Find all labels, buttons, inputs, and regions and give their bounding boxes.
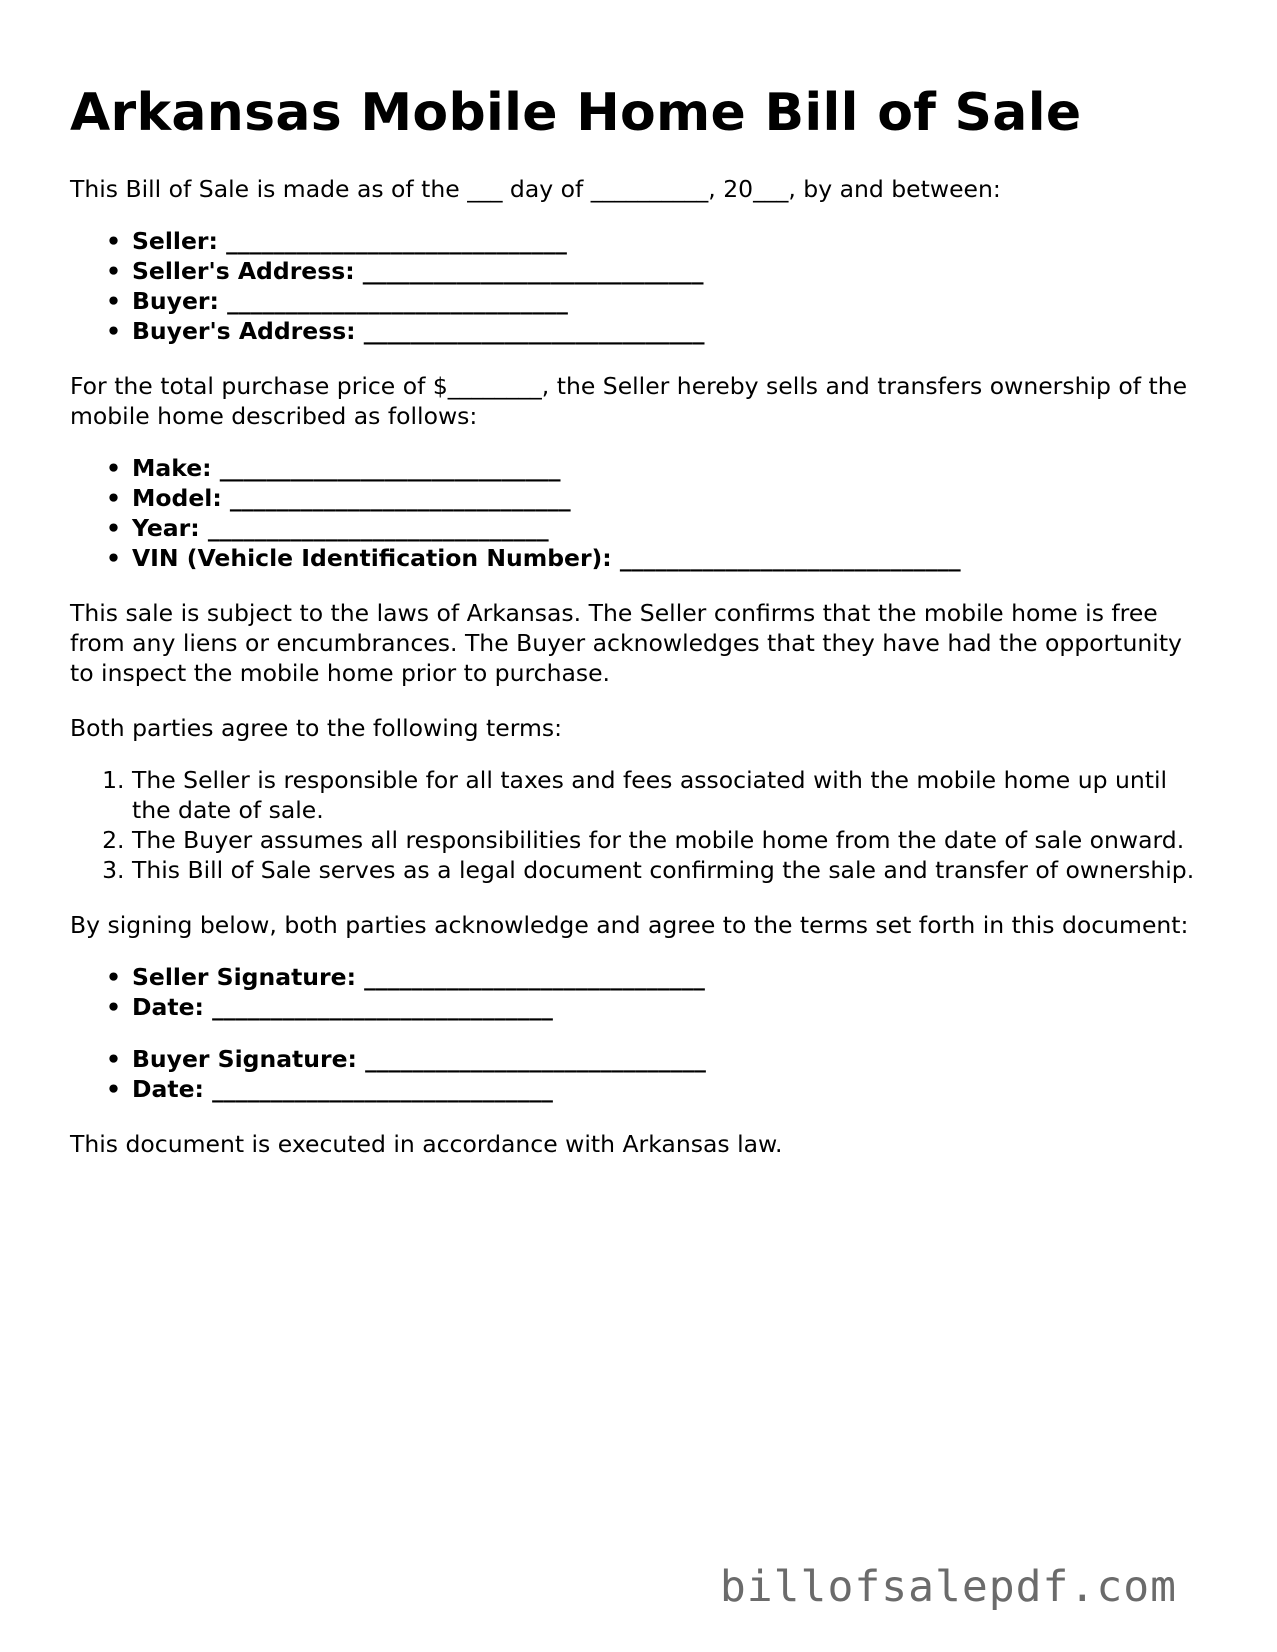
buyer-address-field: • Buyer's Address: _____________________________ xyxy=(106,316,1200,346)
document-page xyxy=(70,82,1200,1159)
year-field: • Year: _____________________________ xyxy=(106,513,1200,543)
buyer-signature-list xyxy=(70,1044,1200,1104)
closing-paragraph: This document is executed in accordance with Arkansas law. xyxy=(70,1130,783,1159)
make-field: • Make: _____________________________ xyxy=(106,453,1200,483)
buyer-field: • Buyer: _____________________________ xyxy=(106,286,1200,316)
price-paragraph: For the total purchase price of $________, the Seller hereby sells and transfers ownership of the mobile home described as follows: xyxy=(70,372,1188,431)
vin-field: • VIN (Vehicle Identification Number): _____________________________ xyxy=(106,543,1200,573)
buyer-signature-field: • Buyer Signature: _____________________________ xyxy=(106,1044,1200,1074)
seller-signature-list xyxy=(70,962,1200,1022)
seller-signature-field: • Seller Signature: _____________________________ xyxy=(106,962,1200,992)
document-title: Arkansas Mobile Home Bill of Sale xyxy=(70,83,1082,143)
seller-field: • Seller: _____________________________ xyxy=(106,226,1200,256)
seller-date-field: • Date: _____________________________ xyxy=(106,992,1200,1022)
intro-paragraph: This Bill of Sale is made as of the ___ day of __________, 20___, by and between: xyxy=(70,175,1001,204)
term-item: 3. This Bill of Sale serves as a legal document confirming the sale and transfer of ownership. xyxy=(132,855,1200,885)
term-item: 1. The Seller is responsible for all taxes and fees associated with the mobile home up until the date of sale. xyxy=(132,765,1200,825)
model-field: • Model: _____________________________ xyxy=(106,483,1200,513)
vehicle-details-list xyxy=(70,453,1200,573)
watermark-text: billofsalepdf.com xyxy=(719,1562,1177,1612)
seller-address-field: • Seller's Address: _____________________________ xyxy=(106,256,1200,286)
parties-list xyxy=(70,226,1200,346)
terms-list xyxy=(70,765,1200,885)
buyer-date-field: • Date: _____________________________ xyxy=(106,1074,1200,1104)
term-item: 2. The Buyer assumes all responsibilities for the mobile home from the date of sale onward. xyxy=(132,825,1200,855)
laws-paragraph: This sale is subject to the laws of Arkansas. The Seller confirms that the mobile home is free from any liens or encumbrances. The Buyer acknowledges that they have had the opportunity to inspect the mobile home prior to purchase. xyxy=(70,599,1182,688)
signing-paragraph: By signing below, both parties acknowledge and agree to the terms set forth in this document: xyxy=(70,911,1189,940)
terms-intro: Both parties agree to the following terms: xyxy=(70,714,563,743)
